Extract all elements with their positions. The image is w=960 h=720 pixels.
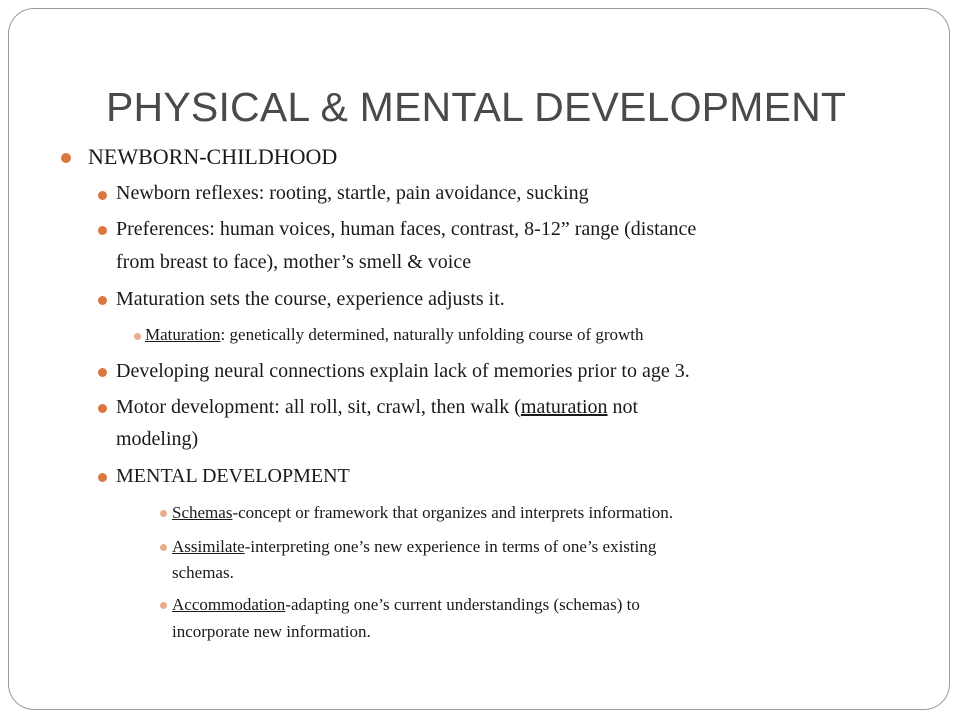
definition-schemas: -concept or framework that organizes and interprets information.: [232, 503, 674, 522]
slide-title: PHYSICAL & MENTAL DEVELOPMENT: [106, 84, 847, 130]
bullet-dot: [98, 404, 107, 413]
bullet-dot: [98, 226, 107, 235]
motor-text-pre: Motor development: all roll, sit, crawl, then walk (: [116, 396, 521, 418]
item-motor-development-line1: [116, 396, 638, 419]
bullet-dot: [98, 473, 107, 482]
item-assimilate-line2: schemas.: [172, 563, 234, 582]
bullet-dot: [160, 544, 167, 551]
bullet-dot: [160, 510, 167, 517]
term-assimilate: Assimilate: [172, 537, 245, 556]
term-schemas: Schemas: [172, 503, 233, 522]
item-maturation-definition: [145, 325, 644, 345]
item-motor-development-line2: modeling): [116, 428, 199, 450]
heading-newborn-childhood: NEWBORN-CHILDHOOD: [88, 144, 338, 169]
definition-accommodation: -adapting one’s current understandings (schemas) to: [285, 595, 640, 614]
bullet-dot: [134, 333, 141, 340]
item-maturation-course: Maturation sets the course, experience adjusts it.: [116, 288, 505, 310]
definition-maturation: : genetically determined, naturally unfolding course of growth: [220, 325, 644, 344]
bullet-dot: [98, 296, 107, 305]
item-accommodation-line1: [172, 595, 640, 615]
item-accommodation-line2: incorporate new information.: [172, 622, 371, 641]
item-schemas: [172, 503, 673, 523]
definition-assimilate: -interpreting one’s new experience in terms of one’s existing: [244, 537, 657, 556]
motor-text-post: not: [607, 396, 639, 418]
item-preferences-line2: from breast to face), mother’s smell & voice: [116, 251, 472, 273]
bullet-dot: [98, 191, 107, 200]
term-maturation: Maturation: [145, 325, 221, 344]
term-maturation-inline: maturation: [520, 396, 608, 418]
bullet-dot: [61, 153, 71, 163]
bullet-dot: [160, 602, 167, 609]
item-assimilate-line1: [172, 537, 656, 557]
item-preferences-line1: Preferences: human voices, human faces, contrast, 8-12” range (distance: [116, 218, 697, 240]
item-neural-connections: Developing neural connections explain lack of memories prior to age 3.: [116, 360, 690, 382]
term-accommodation: Accommodation: [172, 595, 286, 614]
bullet-dot: [98, 368, 107, 377]
item-mental-development: MENTAL DEVELOPMENT: [116, 465, 350, 487]
item-newborn-reflexes: Newborn reflexes: rooting, startle, pain avoidance, sucking: [116, 182, 589, 204]
